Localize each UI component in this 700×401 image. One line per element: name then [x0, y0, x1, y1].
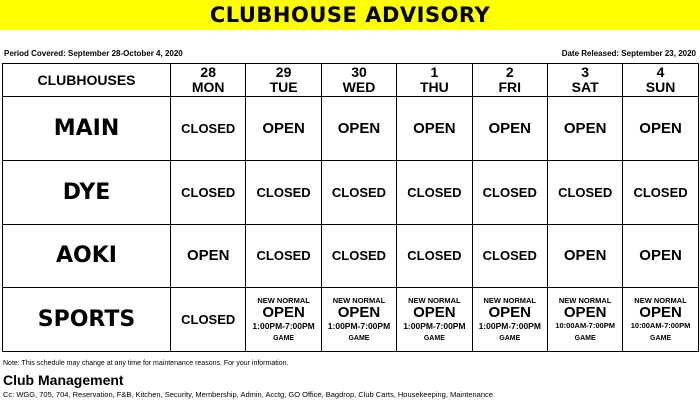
new-normal-tag: NEW NORMAL	[558, 295, 612, 305]
cc-list: Cc: WGG, 705, 704, Reservation, F&B, Kitchen, Security, Membership, Admin, Acctg, GO Office, Bagdrop, Club Carts, Housekeeping, Maintenance	[3, 390, 493, 399]
game-note: GAME	[574, 334, 596, 342]
day-header	[547, 64, 622, 97]
hours: 1:00PM-7:00PM	[327, 320, 391, 331]
day-header	[397, 64, 472, 97]
status-cell: CLOSED	[246, 224, 321, 288]
page-title: CLUBHOUSE ADVISORY	[209, 3, 491, 27]
day-name: FRI	[498, 79, 522, 95]
status-cell: OPEN	[472, 97, 547, 161]
hours: 1:00PM-7:00PM	[252, 320, 315, 331]
day-name: SUN	[645, 79, 676, 95]
status-cell: CLOSED	[171, 97, 246, 161]
game-note: GAME	[423, 334, 445, 342]
status-cell: CLOSED	[472, 160, 547, 224]
new-normal-tag: NEW NORMAL	[257, 295, 310, 305]
signatory: Club Management	[3, 372, 124, 388]
clubhouse-row-main	[3, 97, 699, 161]
status-cell: OPEN	[623, 224, 698, 288]
game-note: GAME	[273, 334, 295, 342]
status-cell: CLOSED	[171, 160, 246, 224]
sports-status-cell	[547, 288, 622, 352]
open-status: OPEN	[262, 303, 305, 321]
day-date: 30	[351, 64, 367, 80]
schedule-table	[2, 63, 699, 352]
hours: 10:00AM-7:00PM	[630, 320, 691, 330]
game-note: GAME	[499, 334, 521, 342]
sports-status-cell	[472, 288, 547, 352]
day-name: SAT	[571, 79, 599, 95]
day-name: TUE	[269, 79, 298, 95]
status-cell: CLOSED	[171, 288, 246, 352]
new-normal-tag: NEW NORMAL	[408, 295, 461, 305]
status-cell: CLOSED	[472, 224, 547, 288]
hours: 1:00PM-7:00PM	[478, 320, 541, 331]
hours: 1:00PM-7:00PM	[403, 320, 466, 331]
clubhouse-name: SPORTS	[3, 288, 171, 352]
new-normal-tag: NEW NORMAL	[483, 295, 536, 305]
header-row	[3, 64, 699, 97]
clubhouse-name: MAIN	[3, 97, 171, 161]
new-normal-tag: NEW NORMAL	[332, 295, 386, 305]
status-cell: CLOSED	[397, 160, 472, 224]
clubhouse-row-dye	[3, 160, 699, 224]
day-date: 1	[430, 64, 439, 80]
game-note: GAME	[650, 334, 672, 342]
clubhouse-row-sports	[3, 288, 699, 352]
status-cell: OPEN	[246, 97, 321, 161]
clubhouse-name: AOKI	[3, 224, 171, 288]
day-date: 28	[200, 64, 216, 80]
open-status: OPEN	[488, 303, 532, 321]
new-normal-tag: NEW NORMAL	[634, 295, 687, 305]
day-date: 2	[505, 64, 514, 80]
status-cell: CLOSED	[321, 160, 396, 224]
day-header	[171, 64, 246, 97]
clubhouse-name: DYE	[3, 160, 171, 224]
status-cell: OPEN	[321, 97, 396, 161]
day-name: WED	[342, 79, 376, 95]
date-released: Date Released: September 23, 2020	[561, 49, 696, 58]
status-cell: OPEN	[623, 97, 698, 161]
game-note: GAME	[348, 334, 370, 342]
clubhouse-row-aoki	[3, 224, 699, 288]
status-cell: CLOSED	[321, 224, 396, 288]
day-header	[623, 64, 698, 97]
status-cell: OPEN	[547, 224, 622, 288]
clubhouses-header: CLUBHOUSES	[3, 64, 171, 97]
status-cell: OPEN	[547, 97, 622, 161]
day-header	[321, 64, 396, 97]
status-cell: CLOSED	[397, 224, 472, 288]
day-header	[472, 64, 547, 97]
sports-status-cell	[246, 288, 321, 352]
day-header	[246, 64, 321, 97]
open-status: OPEN	[563, 303, 607, 321]
hours: 10:00AM-7:00PM	[555, 320, 615, 330]
day-date: 29	[275, 64, 292, 80]
day-date: 4	[656, 64, 665, 80]
sports-status-cell	[623, 288, 698, 352]
open-status: OPEN	[639, 303, 682, 321]
day-name: THU	[419, 79, 449, 95]
status-cell: CLOSED	[547, 160, 622, 224]
period-covered: Period Covered: September 28-October 4, 2020	[4, 49, 183, 58]
day-date: 3	[581, 64, 590, 80]
status-cell: OPEN	[171, 224, 246, 288]
sports-status-cell	[397, 288, 472, 352]
status-cell: CLOSED	[246, 160, 321, 224]
open-status: OPEN	[337, 303, 381, 321]
day-name: MON	[191, 79, 225, 95]
title-banner	[0, 0, 700, 30]
status-cell: CLOSED	[623, 160, 698, 224]
schedule-note: Note: This schedule may change at any time for maintenance reasons. For your information.	[3, 360, 289, 367]
status-cell: OPEN	[397, 97, 472, 161]
sports-status-cell	[321, 288, 396, 352]
open-status: OPEN	[413, 303, 456, 321]
